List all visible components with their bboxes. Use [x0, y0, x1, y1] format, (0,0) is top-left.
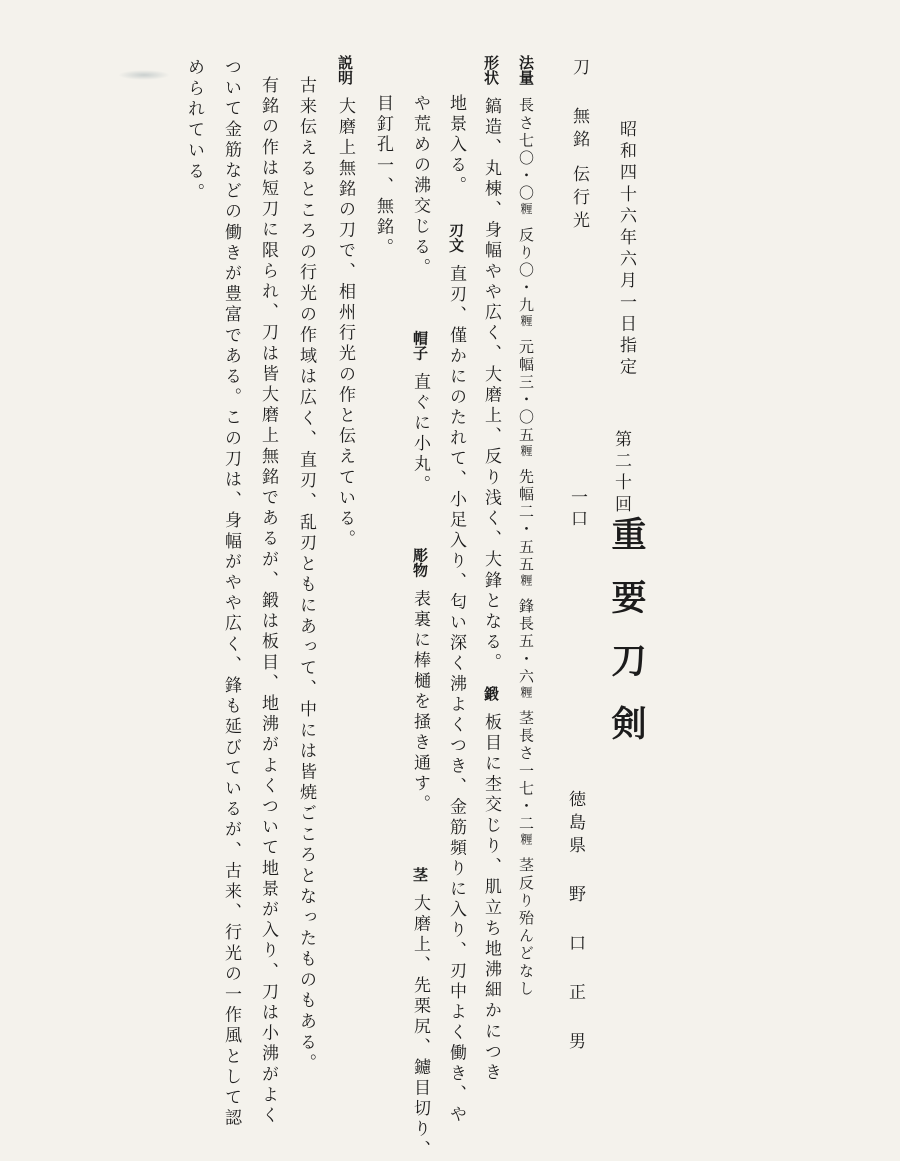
measure-nagasa: 長さ七〇・〇 — [517, 97, 535, 203]
nakago-label: 茎 — [411, 867, 429, 882]
measurements: 法量長さ七〇・〇糎反り〇・九糎元幅三・〇五糎先幅二・五五糎鋒長五・六糎茎長さ一七・二糎茎反り殆んどなし — [517, 55, 535, 998]
owner — [566, 790, 583, 1055]
measure-sori: 反り〇・九 — [517, 226, 535, 315]
measure-nakago: 茎長さ一七・二 — [517, 709, 535, 834]
kitae-label: 鍛 — [482, 685, 500, 701]
explanation-line-1: 説明大磨上無銘の刀で、相州行光の作と伝えている。 — [335, 55, 355, 551]
measure-nakago-sori: 茎反り殆んどなし — [517, 857, 535, 998]
measure-motohaba: 元幅三・〇五 — [517, 338, 535, 445]
session-number: 第二十回 — [611, 430, 631, 517]
item-type: 刀 — [569, 58, 589, 81]
owner-prefecture: 徳島県 — [565, 790, 585, 859]
item-mei: 無銘 — [569, 107, 589, 153]
item-attribution: 伝行光 — [569, 165, 589, 234]
keijo-line-3: や荒めの沸交じる。帽子直ぐに小丸。彫物表裏に棒樋を掻き通す。茎大磨上、先栗尻、鑢目切り、 — [410, 94, 430, 1161]
explanation-line-5: められている。 — [184, 58, 204, 204]
owner-name: 野 口 正 男 — [565, 885, 585, 1055]
boshi-label: 帽子 — [411, 330, 429, 361]
session-and-title — [612, 430, 629, 516]
ink-stain — [118, 70, 170, 80]
horimono-label: 彫物 — [411, 547, 429, 578]
keijo-line-2: 地景入る。刃文直刃、僅かにのたれて、小足入り、匂い深く沸よくつき、金筋頻りに入り、刃中よく働き、や — [446, 94, 466, 1126]
hamon-label: 刃文 — [447, 222, 465, 253]
designation-date: 昭和四十六年六月一日指定 — [616, 120, 636, 380]
measure-sakihaba: 先幅二・五五 — [517, 468, 535, 574]
explanation-line-3: 有銘の作は短刀に限られ、刀は皆大磨上無銘であるが、鍛は板目、地沸がよくついて地景が入り、刀は小沸がよく — [258, 76, 278, 1127]
explanation-label: 説明 — [336, 55, 354, 85]
explanation-line-4: ついて金筋などの働きが豊富である。この刀は、身幅がやや広く、鋒も延びているが、古来、行光の一作風として認 — [221, 58, 241, 1130]
measure-kissaki: 鋒長五・六 — [517, 597, 535, 686]
sword-count: 一口 — [567, 488, 587, 532]
item-name — [570, 58, 587, 234]
measure-label: 法量 — [517, 55, 535, 85]
explanation-line-2: 古来伝えるところの行光の作域は広く、直刃、乱刃ともにあって、中には皆焼ごころとなったものもある。 — [296, 76, 316, 1075]
page-title: 重要刀剣 — [606, 516, 647, 768]
keijo-line-1: 形状鎬造、丸棟、身幅やや広く、大磨上、反り浅く、大鋒となる。鍛板目に杢交じり、肌立ち地沸細かにつき — [481, 55, 501, 1084]
keijo-label: 形状 — [482, 55, 500, 85]
keijo-line-4: 目釘孔一、無銘。 — [373, 94, 393, 259]
